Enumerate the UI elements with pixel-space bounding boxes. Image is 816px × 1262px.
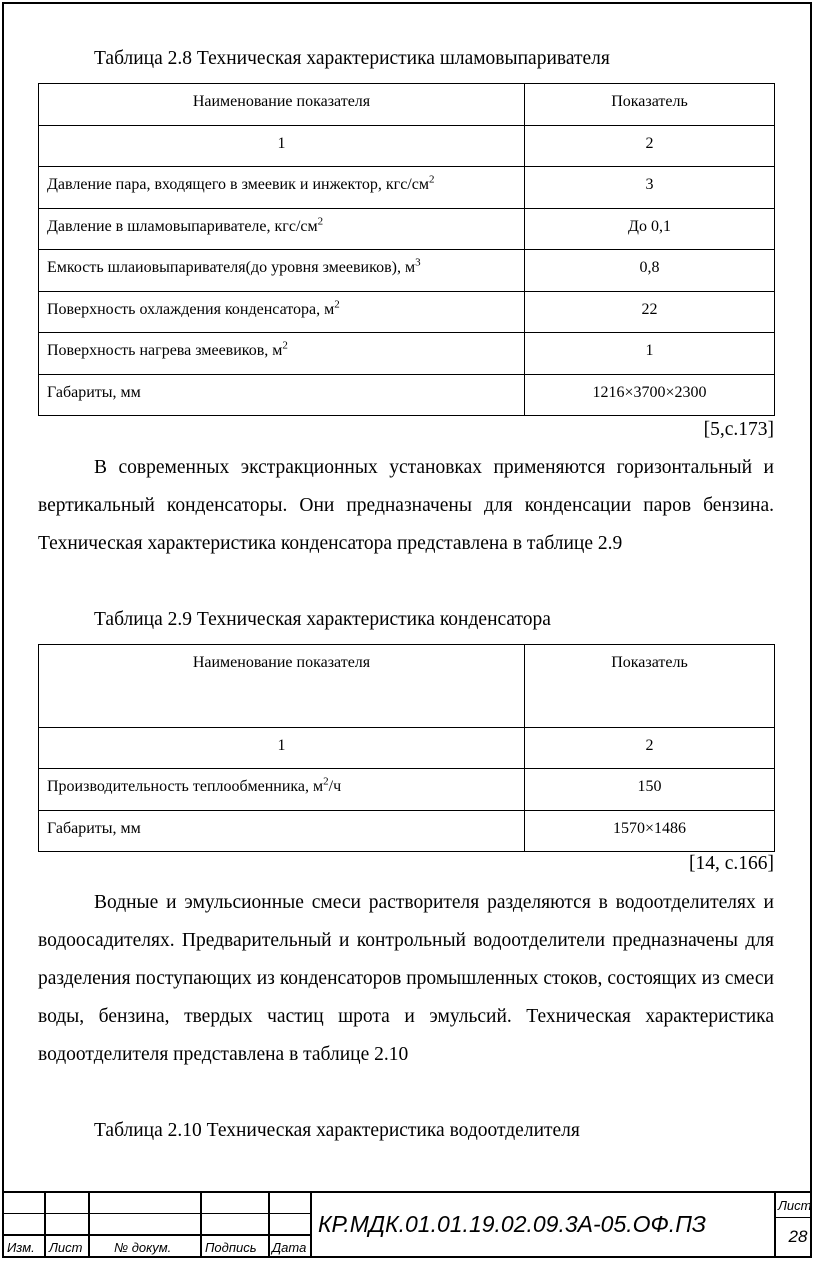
stamp-label-signature: Подпись [205,1240,257,1255]
table-2-9 [38,644,775,852]
header-name: Наименование показателя [39,84,525,126]
row-value: До 0,1 [525,209,775,250]
column-number-1: 1 [39,126,525,167]
table-row [39,769,775,811]
row-value: 1216×3700×2300 [525,375,775,416]
row-value: 1 [525,333,775,375]
sheet-label: Лист [778,1198,812,1213]
row-name: Поверхность охлаждения конденсатора, $м^2$ [39,292,525,333]
row-value: 22 [525,292,775,333]
row-name: Габариты, мм [39,811,525,852]
table-2-8-reference: [5,с.173] [703,419,774,440]
stamp-rule [2,1234,310,1236]
stamp-divider [774,1193,776,1258]
column-number-2: 2 [525,728,775,769]
stamp-divider [44,1193,46,1258]
row-name: Производительность теплообменника, $м^2/ч$ [39,769,525,811]
row-name: Давление в шламовыпаривателе, кгс/$см^2$ [39,209,525,250]
header-value: Показатель [525,84,775,126]
row-name: Поверхность нагрева змеевиков, $м^2$ [39,333,525,375]
row-value: 0,8 [525,250,775,292]
header-value: Показатель [525,645,775,728]
header-name: Наименование показателя [39,645,525,728]
row-name: Емкость шлаиовыпаривателя(до уровня змеевиков), $м^3$ [39,250,525,292]
paragraph-water-separators: Водные и эмульсионные смеси растворителя разделяются в водоотделителях и водоосадителях. Предварительный и контрольный водоотделители предназначены для разделения поступающих из конденсаторов промышленных стоков, состоящих из смеси воды, бензина, твердых частиц шрота и эмульсий. Техническая характеристика водоотделителя представлена в таблице 2.10 [38,892,774,1065]
stamp-divider [200,1193,202,1258]
stamp-label-change: Изм. [7,1240,35,1255]
paragraph-condensers: В современных экстракционных установках применяются горизонтальный и вертикальный конденсаторы. Они предназначены для конденсации паров бензина. Техническая характеристика конденсатора представлена в таблице 2.9 [38,457,774,554]
row-value: 3 [525,167,775,209]
stamp-label-date: Дата [272,1240,307,1255]
row-name: Давление пара, входящего в змеевик и инжектор, кгс/$см^2$ [39,167,525,209]
document-code: КР.МДК.01.01.19.02.09.3А-05.ОФ.ПЗ [318,1211,706,1237]
stamp-rule [774,1217,812,1218]
table-2-9-caption: Таблица 2.9 Техническая характеристика конденсатора [94,609,551,630]
table-2-8 [38,83,775,416]
stamp-label-doc-number: № докум. [114,1240,172,1255]
sheet-number: 28 [788,1227,808,1246]
table-2-10-caption: Таблица 2.10 Техническая характеристика водоотделителя [94,1120,580,1141]
stamp-divider [88,1193,90,1258]
stamp-rule [2,1213,310,1214]
title-block-stamp [2,1191,812,1258]
table-2-9-reference: [14, с.166] [688,853,774,874]
table-row [39,167,775,209]
stamp-label-sheet: Лист [49,1240,83,1255]
row-value: 150 [525,769,775,811]
table-row [39,811,775,852]
table-2-8-caption: Таблица 2.8 Техническая характеристика шламовыпаривателя [94,48,610,69]
table-row [39,250,775,292]
table-row [39,292,775,333]
row-name: Габариты, мм [39,375,525,416]
stamp-divider [268,1193,270,1258]
table-row [39,333,775,375]
column-number-2: 2 [525,126,775,167]
row-value: 1570×1486 [525,811,775,852]
table-row [39,209,775,250]
table-row [39,375,775,416]
column-number-1: 1 [39,728,525,769]
stamp-divider [310,1193,312,1258]
